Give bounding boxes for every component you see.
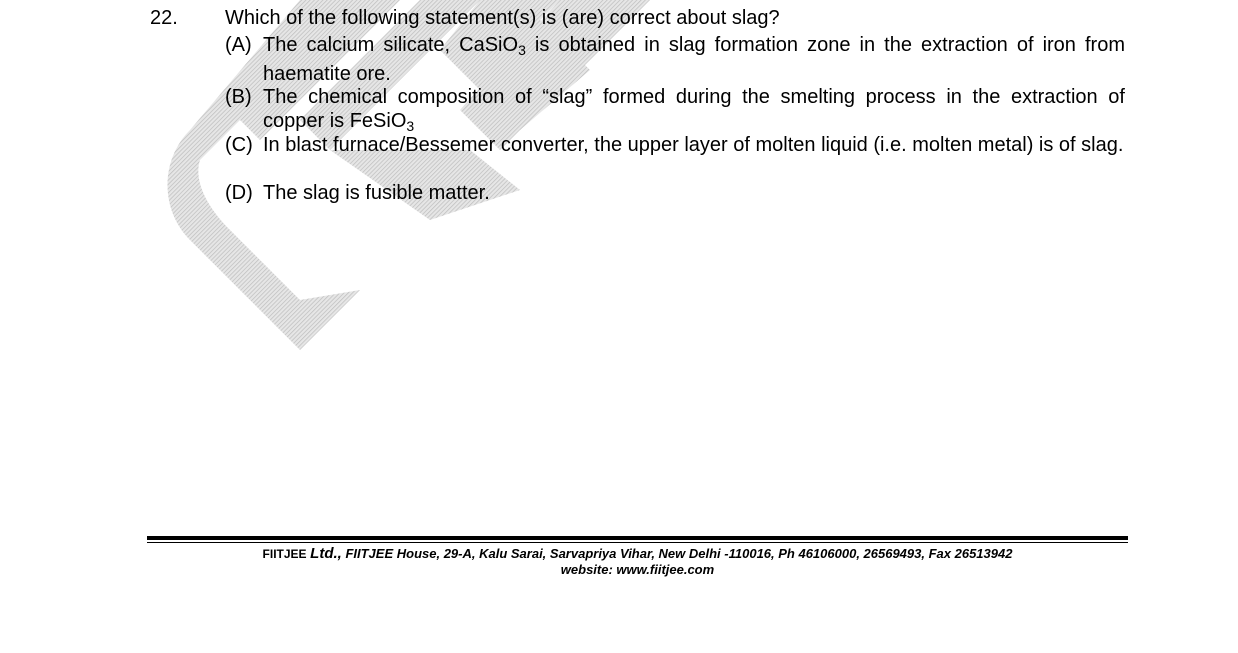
option-b (225, 85, 1125, 133)
option-label: (A) (225, 34, 252, 56)
option-label: (B) (225, 86, 252, 108)
option-c (225, 133, 1125, 157)
footer-divider (147, 536, 1128, 540)
footer-address-line (147, 546, 1128, 562)
footer-website: website: www.fiitjee.com (560, 562, 715, 577)
subscript: 3 (406, 118, 415, 134)
footer-divider-thin (147, 542, 1128, 543)
footer-address: FIITJEE House, 29-A, Kalu Sarai, Sarvapriya Vihar, New Delhi -110016, Ph 46106000, 26569493, Fax 26513942 (345, 546, 1013, 561)
question-number: 22. (150, 7, 178, 29)
footer-brand: FIITJEE (262, 547, 307, 561)
subscript: 3 (518, 42, 526, 58)
option-text: In blast furnace/Bessemer converter, the upper layer of molten liquid (i.e. molten metal) is of slag. (263, 134, 1124, 156)
page-footer (147, 546, 1128, 578)
footer-ltd: Ltd., (310, 545, 342, 562)
option-text: The calcium silicate, CaSiO$_3$ is obtained in slag formation zone in the extraction of iron from haematite ore. (263, 34, 1125, 85)
option-a (225, 31, 1125, 89)
option-d (225, 181, 1125, 205)
option-text: The slag is fusible matter. (263, 182, 490, 204)
option-label: (D) (225, 182, 253, 204)
option-text: The chemical composition of “slag” formed during the smelting process in the extraction of copper is FeSiO$_3$ (263, 86, 1125, 134)
option-label: (C) (225, 134, 253, 156)
question-text: Which of the following statement(s) is (are) correct about slag? (225, 7, 780, 29)
